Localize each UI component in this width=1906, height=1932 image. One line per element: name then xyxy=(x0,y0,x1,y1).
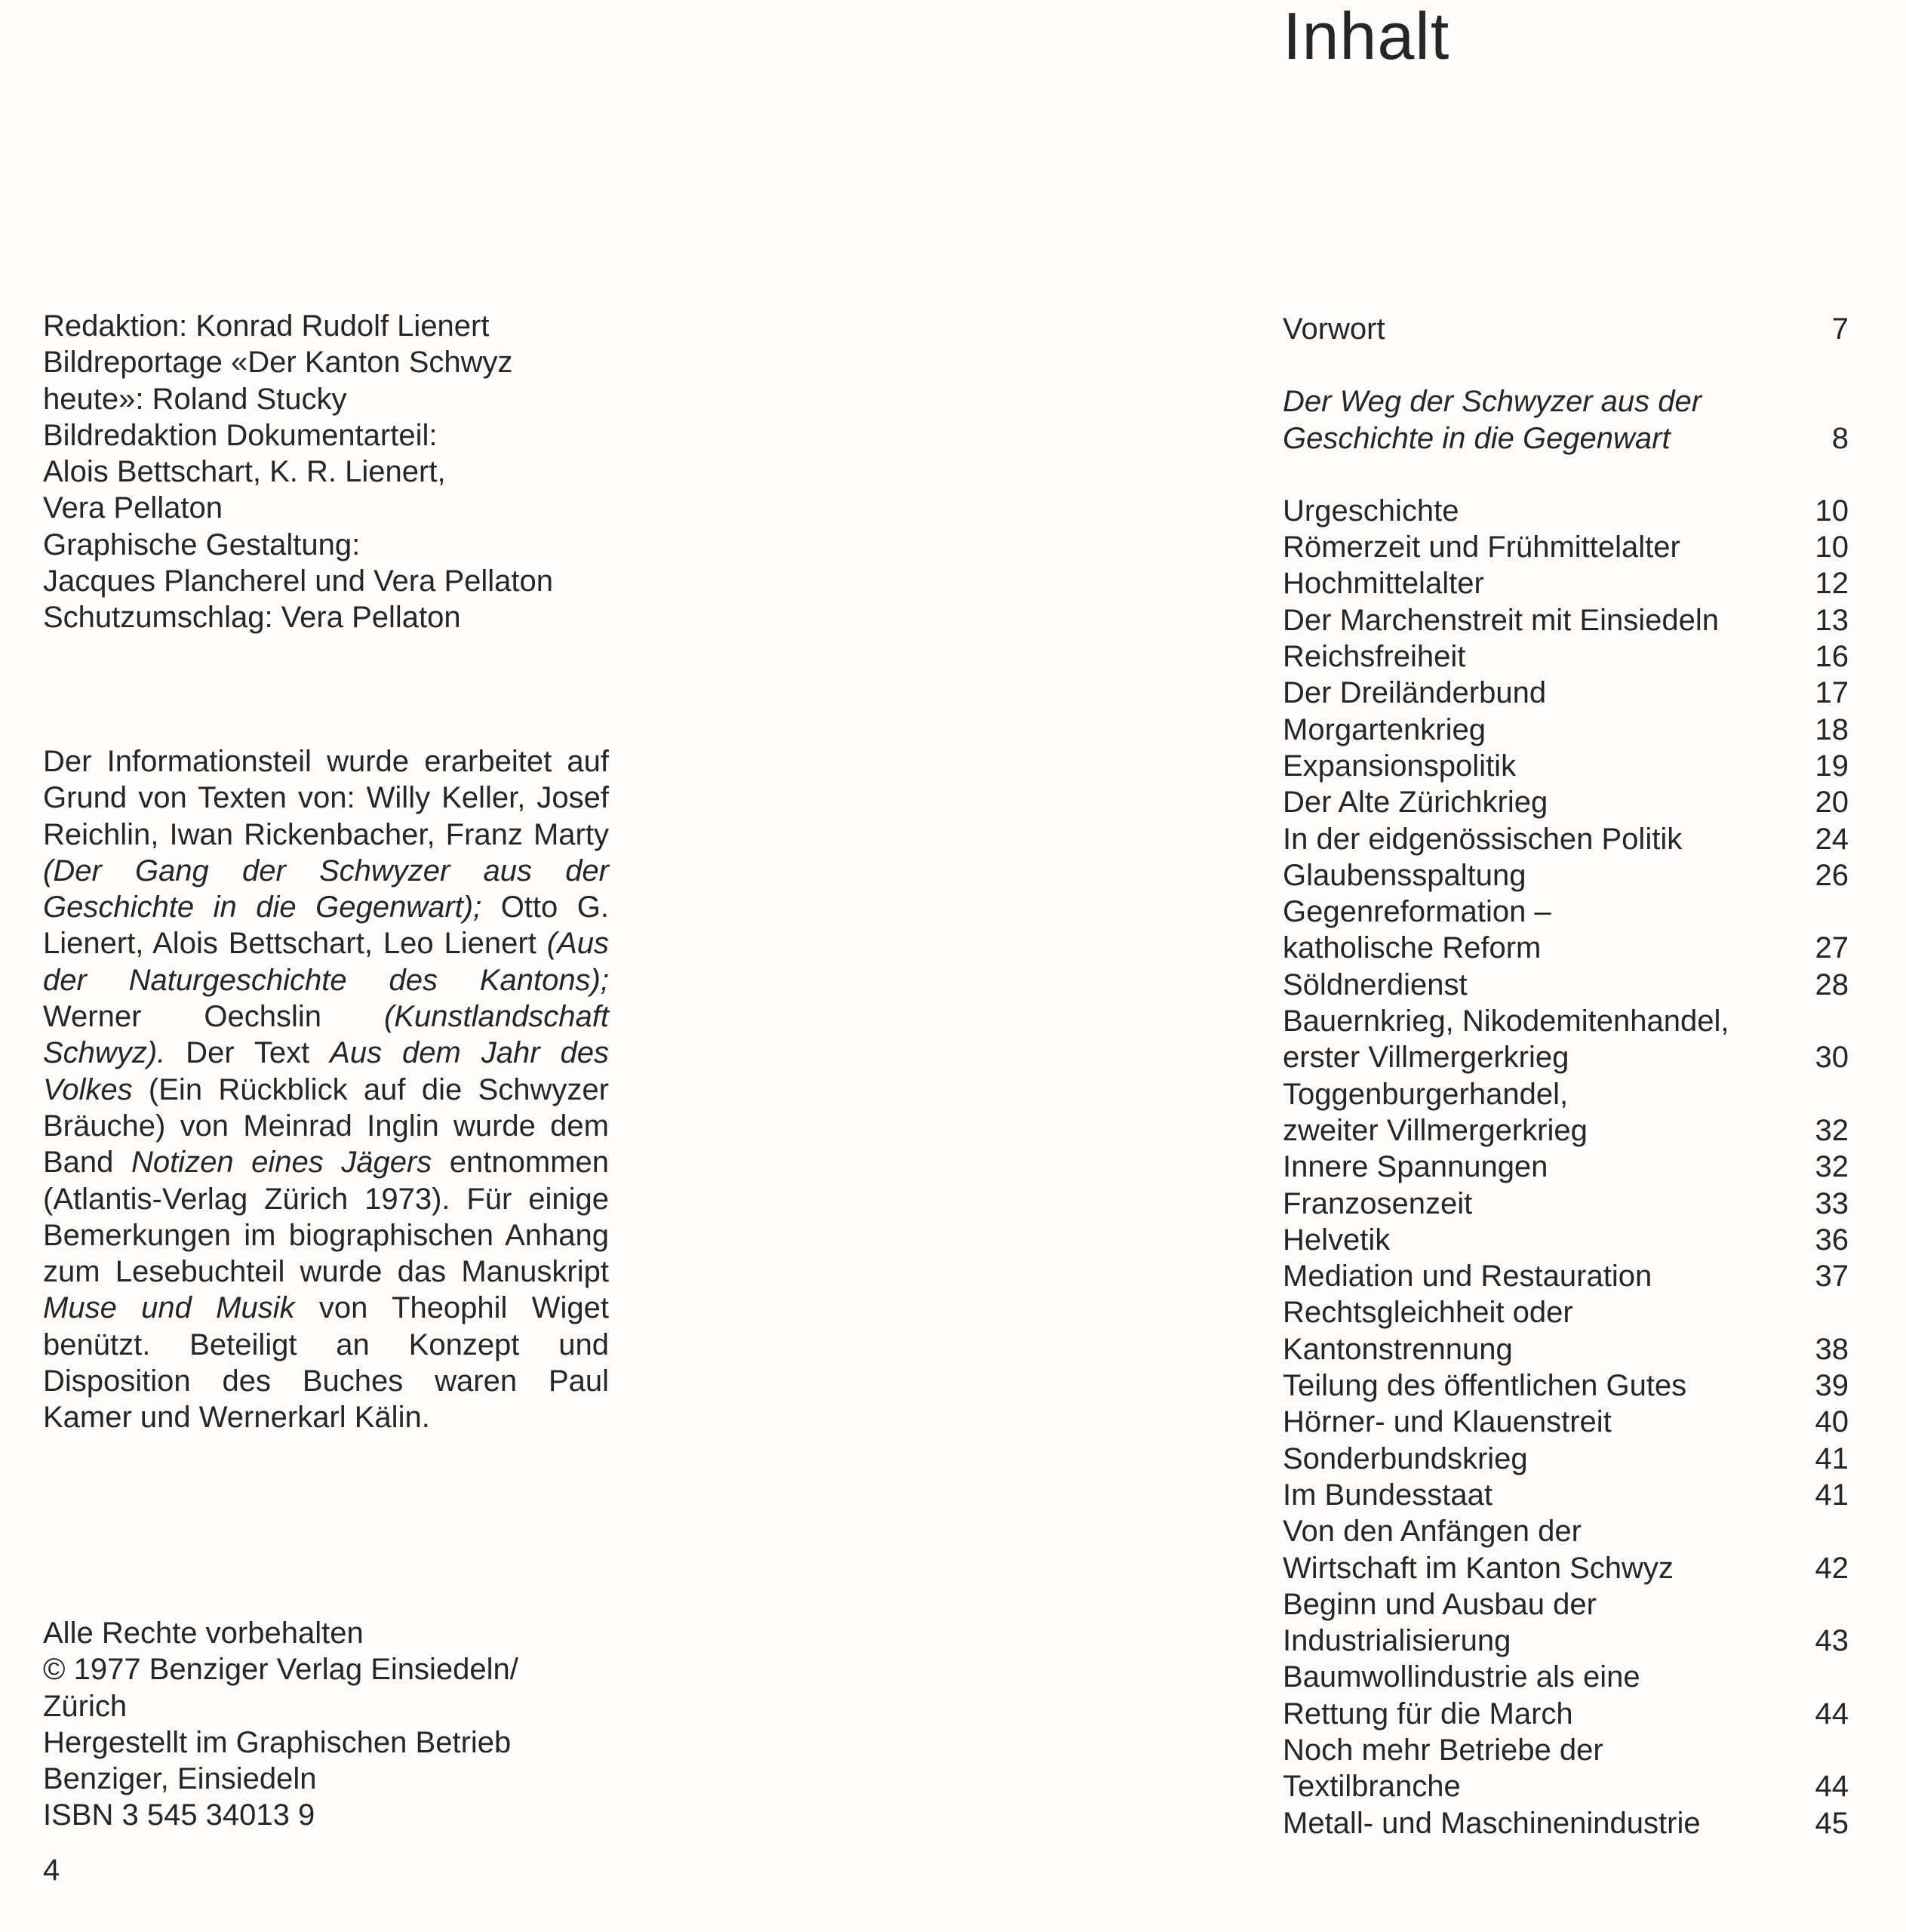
rights-line: Hergestellt im Graphischen Betrieb xyxy=(43,1725,512,1759)
credits-line: Vera Pellaton xyxy=(43,491,223,525)
page-number: 4 xyxy=(43,1854,60,1887)
toc-entry-title: Rechtsgleichheit oder xyxy=(1283,1296,1573,1330)
toc-entry-page: 32 xyxy=(1815,1150,1849,1184)
rights-line: Benziger, Einsiedeln xyxy=(43,1762,317,1796)
toc-entry-title: Helvetik xyxy=(1283,1223,1391,1257)
toc-entry xyxy=(1283,821,1849,857)
toc-entry-page: 42 xyxy=(1815,1551,1849,1585)
info-text: Werner Oechslin xyxy=(43,1000,385,1034)
credits-line: Bildreportage «Der Kanton Schwyz xyxy=(43,346,513,380)
toc-entry xyxy=(1283,638,1849,675)
toc-entry-title: Vorwort xyxy=(1283,312,1385,346)
toc-entry-page: 13 xyxy=(1815,603,1849,637)
toc-entry-title: Mediation und Restauration xyxy=(1283,1260,1652,1294)
toc-entry-page: 38 xyxy=(1815,1332,1849,1366)
toc-entry-page: 33 xyxy=(1815,1186,1849,1220)
toc-entry-title: Kantonstrennung xyxy=(1283,1332,1513,1366)
toc-entry-page: 7 xyxy=(1831,312,1849,346)
toc-entry-title: Römerzeit und Frühmittelalter xyxy=(1283,531,1680,565)
rights-line: Alle Rechte vorbehalten xyxy=(43,1617,364,1650)
credits-line: heute»: Roland Stucky xyxy=(43,382,347,416)
toc-entry-page: 24 xyxy=(1815,822,1849,856)
toc-entry-title: Toggenburgerhandel, xyxy=(1283,1077,1569,1111)
toc-entry xyxy=(1283,1294,1849,1367)
toc-entry-title: Glaubensspaltung xyxy=(1283,858,1526,892)
info-title: Aus dem Jahr des Volkes xyxy=(43,1036,609,1106)
toc-entry-page: 41 xyxy=(1815,1478,1849,1512)
toc-entry-title: Der Dreiländerbund xyxy=(1283,676,1547,710)
toc-entry-title: Söldnerdienst xyxy=(1283,968,1468,1001)
info-text: von Theophil Wiget benützt. Beteiligt an Konzept und Disposition des Buches waren Paul Kamer und Wernerkarl Kälin. xyxy=(43,1291,609,1435)
toc-entry-page: 19 xyxy=(1815,749,1849,783)
toc-entry xyxy=(1283,857,1849,894)
toc-entry-page: 8 xyxy=(1831,421,1849,455)
info-text: Otto G. Lienert, Alois Bettschart, Leo Lienert xyxy=(43,891,610,961)
toc-entry-page: 41 xyxy=(1815,1441,1849,1475)
toc-entry-page: 43 xyxy=(1815,1624,1849,1658)
credits-line: Redaktion: Konrad Rudolf Lienert xyxy=(43,309,490,343)
toc-entry xyxy=(1283,1003,1849,1076)
toc-entry-title: In der eidgenössischen Politik xyxy=(1283,822,1683,856)
toc-entry-title: Gegenreformation – xyxy=(1283,895,1551,929)
toc-entry xyxy=(1283,529,1849,565)
toc-entry xyxy=(1283,1513,1849,1586)
toc-entry-page: 36 xyxy=(1815,1223,1849,1257)
credits-line: Jacques Plancherel und Vera Pellaton xyxy=(43,565,554,598)
credits-line: Schutzumschlag: Vera Pellaton xyxy=(43,601,461,635)
toc-entry-page: 10 xyxy=(1815,494,1849,528)
toc-entry-page: 39 xyxy=(1815,1369,1849,1403)
info-text: entnommen (Atlantis-Verlag Zürich 1973). Für einige Bemerkungen im biographischen Anhang zum Lesebuchteil wurde das Manuskript xyxy=(43,1146,610,1289)
toc-entry-page: 17 xyxy=(1815,676,1849,710)
toc-entry xyxy=(1283,493,1849,529)
toc-entry-title: Der Marchenstreit mit Einsiedeln xyxy=(1283,603,1719,637)
toc-entry-title: zweiter Villmergerkrieg xyxy=(1283,1113,1588,1147)
toc-entry xyxy=(1283,675,1849,711)
toc-entry-title: Innere Spannungen xyxy=(1283,1150,1548,1184)
toc-entry xyxy=(1283,1149,1849,1185)
toc-entry-page: 30 xyxy=(1815,1041,1849,1075)
credits-line: Alois Bettschart, K. R. Lienert, xyxy=(43,455,446,489)
toc-entry-title: Geschichte in die Gegenwart xyxy=(1283,421,1671,455)
toc-entry-title: Franzosenzeit xyxy=(1283,1186,1473,1220)
credits-block xyxy=(43,308,609,636)
table-of-contents xyxy=(1283,311,1849,1841)
info-title: Muse und Musik xyxy=(43,1291,295,1325)
toc-entry-title: Expansionspolitik xyxy=(1283,749,1517,783)
toc-entry xyxy=(1283,784,1849,820)
rights-line: © 1977 Benziger Verlag Einsiedeln/ xyxy=(43,1653,518,1687)
toc-entry xyxy=(1283,1258,1849,1294)
toc-entry-page: 18 xyxy=(1815,712,1849,746)
toc-entry-title: Reichsfreiheit xyxy=(1283,640,1466,674)
toc-entry-title: Industrialisierung xyxy=(1283,1624,1511,1658)
toc-entry-title: Beginn und Ausbau der xyxy=(1283,1587,1597,1621)
toc-entry xyxy=(1283,1477,1849,1513)
toc-entry-title: Hochmittelalter xyxy=(1283,567,1484,601)
toc-entry-page: 26 xyxy=(1815,858,1849,892)
toc-entry xyxy=(1283,894,1849,967)
toc-entry-title: Teilung des öffentlichen Gutes xyxy=(1283,1369,1687,1403)
info-title: (Aus der Naturgeschichte des Kantons); xyxy=(43,927,609,997)
toc-entry-page: 16 xyxy=(1815,640,1849,674)
toc-entry-title: Von den Anfängen der xyxy=(1283,1515,1582,1549)
toc-entry xyxy=(1283,1659,1849,1732)
toc-entry-title: Noch mehr Betriebe der xyxy=(1283,1733,1603,1767)
credits-line: Graphische Gestaltung: xyxy=(43,528,361,561)
toc-entry-page: 37 xyxy=(1815,1260,1849,1294)
toc-list xyxy=(1283,493,1849,1841)
toc-entry-title: Rettung für die March xyxy=(1283,1697,1573,1730)
toc-entry-page: 44 xyxy=(1815,1697,1849,1730)
information-paragraph xyxy=(43,743,609,1436)
isbn-line: ISBN 3 545 34013 9 xyxy=(43,1798,315,1832)
toc-entry-title: Baumwollindustrie als eine xyxy=(1283,1660,1640,1694)
toc-entry-page: 12 xyxy=(1815,567,1849,601)
toc-entry-title: Der Alte Zürichkrieg xyxy=(1283,786,1548,820)
toc-entry-title: Textilbranche xyxy=(1283,1770,1461,1804)
info-text: Der Informationsteil wurde erarbeitet auf Grund von Texten von: Willy Keller, Josef Reichlin, Iwan Rickenbacher, Franz Marty xyxy=(43,745,609,851)
toc-entry-page: 44 xyxy=(1815,1770,1849,1804)
toc-entry-page: 28 xyxy=(1815,968,1849,1001)
toc-entry xyxy=(1283,1732,1849,1805)
toc-entry-title: Metall- und Maschinenindustrie xyxy=(1283,1806,1701,1840)
toc-entry xyxy=(1283,1367,1849,1404)
toc-entry-title: Bauernkrieg, Nikodemitenhandel, xyxy=(1283,1004,1729,1038)
toc-entry xyxy=(1283,1805,1849,1841)
toc-entry xyxy=(1283,1441,1849,1477)
toc-entry-page: 10 xyxy=(1815,531,1849,565)
rights-line: Zürich xyxy=(43,1689,128,1723)
toc-entry-title: Hörner- und Klauenstreit xyxy=(1283,1405,1612,1439)
toc-entry xyxy=(1283,712,1849,748)
info-title: Notizen eines Jägers xyxy=(131,1146,432,1180)
toc-entry xyxy=(1283,1186,1849,1222)
toc-entry-title: Morgartenkrieg xyxy=(1283,712,1486,746)
toc-entry xyxy=(1283,748,1849,784)
toc-entry-vorwort xyxy=(1283,311,1849,347)
toc-entry-title: Urgeschichte xyxy=(1283,494,1459,528)
info-title: (Der Gang der Schwyzer aus der Geschichte in die Gegenwart); xyxy=(43,854,609,924)
info-title: (Kunstlandschaft Schwyz). xyxy=(43,1000,609,1070)
toc-entry xyxy=(1283,602,1849,638)
page-heading: Inhalt xyxy=(1283,0,1450,73)
toc-entry-weg xyxy=(1283,383,1849,457)
toc-entry-page: 20 xyxy=(1815,786,1849,820)
toc-entry-title: Sonderbundskrieg xyxy=(1283,1441,1528,1475)
credits-line: Bildredaktion Dokumentarteil: xyxy=(43,418,438,452)
toc-entry xyxy=(1283,1222,1849,1258)
toc-entry-page: 40 xyxy=(1815,1405,1849,1439)
toc-entry xyxy=(1283,1404,1849,1440)
toc-entry-title: katholische Reform xyxy=(1283,931,1542,965)
toc-entry-page: 45 xyxy=(1815,1806,1849,1840)
info-text: (Ein Rückblick auf die Schwyzer Bräuche) von Meinrad Inglin wurde dem Band xyxy=(43,1072,609,1180)
toc-entry-title: erster Villmergerkrieg xyxy=(1283,1041,1569,1075)
toc-entry-title: Der Weg der Schwyzer aus der xyxy=(1283,385,1702,419)
toc-entry xyxy=(1283,967,1849,1003)
toc-entry-title: Wirtschaft im Kanton Schwyz xyxy=(1283,1551,1674,1585)
info-text: Der Text xyxy=(165,1036,330,1070)
toc-entry-page: 27 xyxy=(1815,931,1849,965)
toc-entry xyxy=(1283,1076,1849,1149)
toc-entry-page: 32 xyxy=(1815,1113,1849,1147)
toc-entry xyxy=(1283,565,1849,601)
toc-entry xyxy=(1283,1586,1849,1660)
toc-entry-title: Im Bundesstaat xyxy=(1283,1478,1493,1512)
rights-block xyxy=(43,1615,609,1834)
